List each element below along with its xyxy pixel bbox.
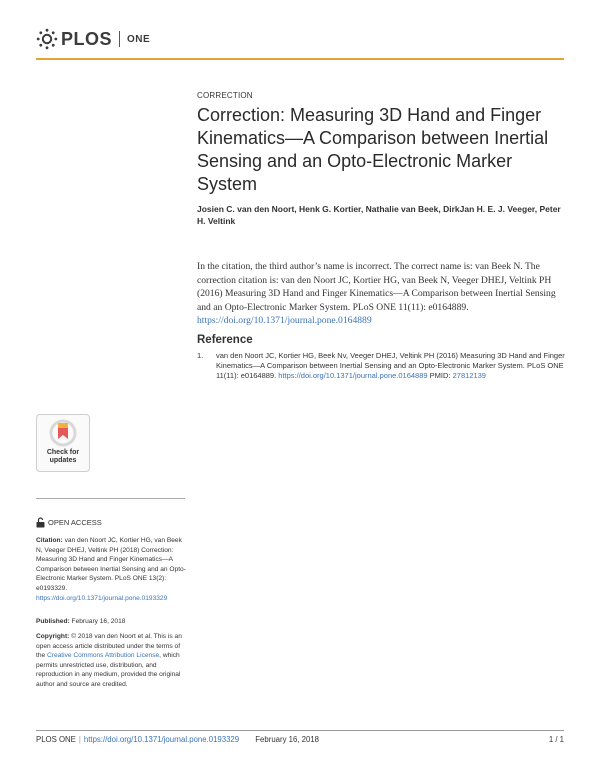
reference-doi-link[interactable]: https://doi.org/10.1371/journal.pone.0164889 [278, 371, 428, 380]
logo-divider [119, 31, 120, 47]
journal-logo-text: PLOS [61, 28, 113, 49]
page-number: 1 / 1 [548, 735, 564, 744]
article-body [197, 260, 567, 328]
open-lock-icon [36, 517, 45, 528]
published-block [36, 617, 186, 627]
reference-item [216, 351, 566, 381]
journal-sub-logo: ONE [127, 33, 151, 45]
open-access-label: OPEN ACCESS [48, 518, 102, 527]
article-body-doi-link[interactable]: https://doi.org/10.1371/journal.pone.0164889 [197, 315, 372, 326]
copyright-block [36, 632, 186, 690]
bookmark-icon [37, 415, 89, 449]
plos-logo-icon [36, 28, 58, 50]
reference-number: 1. [197, 351, 204, 360]
page-footer [36, 735, 564, 744]
copyright-text: © 2018 van den Noort et al. This is an open access article distributed under the terms of the [36, 633, 182, 660]
citation-block [36, 536, 186, 603]
footer-date: February 16, 2018 [255, 735, 319, 744]
sidebar-rule [36, 498, 185, 499]
header-rule [36, 58, 564, 60]
license-link[interactable]: Creative Commons Attribution License [47, 652, 160, 660]
footer-rule [36, 730, 564, 731]
check-for-updates-label: Check for updates [46, 449, 80, 464]
open-access [36, 517, 102, 528]
reference-pmid-link[interactable]: 27812139 [452, 371, 486, 380]
article-title: Correction: Measuring 3D Hand and Finger Kinematics—A Comparison between Inertial Sensing and an Opto-Electronic Marker System [197, 105, 549, 194]
footer-journal: PLOS ONE [36, 735, 76, 744]
references-heading: Reference [197, 334, 253, 346]
published-date: February 16, 2018 [71, 618, 126, 625]
published-label: Published: [36, 618, 70, 625]
copyright-label: Copyright: [36, 633, 70, 640]
article-type: CORRECTION [197, 91, 253, 100]
citation-text: van den Noort JC, Kortier HG, van Beek N, Veeger DHEJ, Veltink PH (2018) Correction: Measuring 3D Hand and Finger Kinematics—A Comparison between Inertial Sensing and an Opto-Electronic Marker System. PLoS ONE 13(2): e0193329. [36, 537, 186, 592]
journal-logo [36, 27, 150, 51]
citation-label: Citation: [36, 537, 63, 544]
article-authors: Josien C. van den Noort, Henk G. Kortier, Nathalie van Beek, DirkJan H. E. J. Veeger, Peter H. Veltink [197, 204, 561, 226]
citation-doi-link[interactable]: https://doi.org/10.1371/journal.pone.0193329 [36, 594, 168, 602]
reference-pmid-label: PMID: [429, 371, 451, 380]
copyright-text-end: , which permits unrestricted use, distribution, and reproduction in any medium, provided the original author and source are credited. [36, 652, 181, 688]
footer-doi-link[interactable]: https://doi.org/10.1371/journal.pone.0193329 [83, 735, 240, 744]
footer-separator: | [78, 735, 81, 744]
check-for-updates-badge[interactable] [36, 414, 90, 472]
article-body-text: In the citation, the third author’s name is incorrect. The correct name is: van Beek N. The correction citation is: van den Noort JC, Kortier HG, van Beek N, Veeger DHEJ, Veltink PH (2016) Measuring 3D Hand and Finger Kinematics—A Comparison between Inertial Sensing and an Opto-Electronic Marker System. PLoS ONE 11(11): e0164889. [197, 261, 556, 313]
reference-text: van den Noort JC, Kortier HG, Beek Nv, Veeger DHEJ, Veltink PH (2016) Measuring 3D Hand and Finger Kinematics—A Comparison between Inertial Sensing and an Opto-Electronic Marker System. PLoS ONE 11(11): e0164889. [216, 351, 565, 380]
